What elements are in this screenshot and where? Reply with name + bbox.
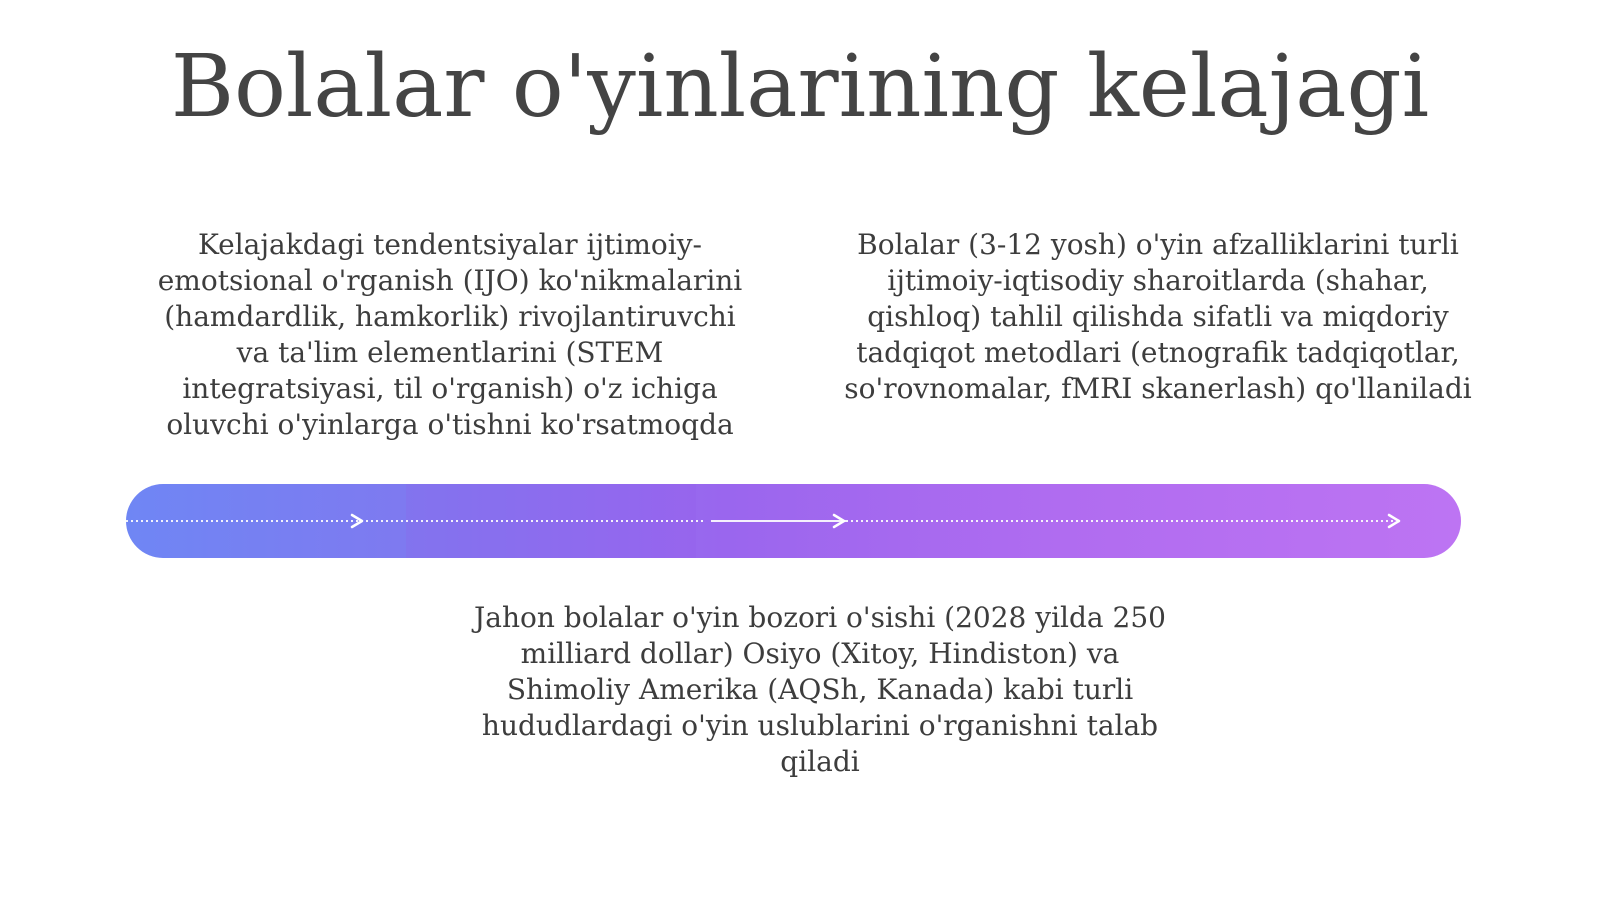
arrow-right-icon [1389, 515, 1399, 527]
timeline-arrows [126, 484, 1461, 558]
page-title: Bolalar o'yinlarining kelajagi [170, 37, 1430, 137]
text-block-bottom: Jahon bolalar o'yin bozori o'sishi (2028 yilda 250 milliard dollar) Osiyo (Xitoy, Hindiston) va Shimoliy Amerika (AQSh, Kanada) kabi turli hududlardagi o'yin uslublarini o'rganishni talab qiladi [474, 601, 1166, 778]
text-block-right: Bolalar (3-12 yosh) o'yin afzalliklarini turli ijtimoiy-iqtisodiy sharoitlarda (shahar, qishloq) tahlil qilishda sifatli va miqdoriy tadqiqot metodlari (etnografik tadqiqotlar, so'rovnomalar, fMRI skanerlash) qo'llaniladi [844, 228, 1472, 405]
text-block-left: Kelajakdagi tendentsiyalar ijtimoiy-emotsional o'rganish (IJO) ko'nikmalarini (hamdardlik, hamkorlik) rivojlantiruvchi va ta'lim elementlarini (STEM integratsiyasi, til o'rganish) o'z ichiga oluvchi o'yinlarga o'tishni ko'rsatmoqda [157, 228, 743, 441]
